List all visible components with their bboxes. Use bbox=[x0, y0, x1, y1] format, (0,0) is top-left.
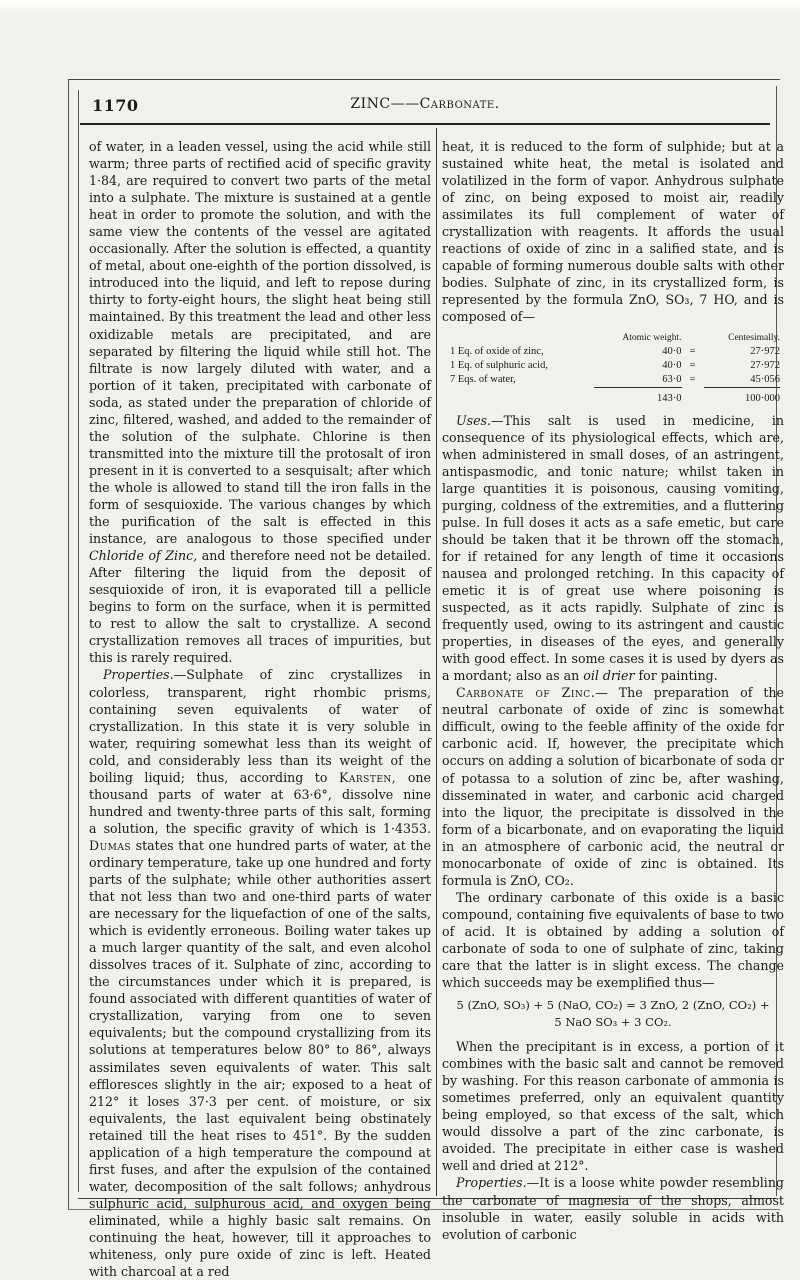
paragraph-uses bbox=[442, 412, 784, 685]
cross-reference: Chloride of Zinc, bbox=[89, 548, 198, 564]
text-run: — The preparation of the neutral carbonate of oxide of zinc is somewhat difficult, owing to the feeble affinity of the oxide for carbonic acid. If, however, the precipitate which occurs on adding a solution of bicarbonate of soda or of potassa to a solution of zinc be, after washing, disseminated in water, and carbonic acid charged into the liquor, the precipitate is dissolved in the form of a bicarbonate, and on evaporating the liquid in an atmosphere of carbonic acid, the neutral or monocarbonate of oxide of zinc is obtained. Its formula is ZnO, CO₂. bbox=[442, 685, 784, 888]
paragraph-ordinary-carbonate bbox=[442, 889, 784, 991]
table-header-row bbox=[450, 331, 780, 345]
table-row bbox=[450, 359, 780, 373]
column-divider bbox=[436, 128, 437, 1196]
atomic-total: 143·0 bbox=[657, 392, 682, 404]
text-run: one thousand parts of water at 63·6°, dissolve nine hundred and twenty-three parts of this salt, forming a solution, the specific gravity of which is 1·4353. bbox=[89, 769, 431, 836]
centesimal-value: 27·972 bbox=[750, 345, 780, 357]
text-run: of water, in a leaden vessel, using the acid while still warm; three parts of rectified acid of specific gravity 1·84, are required to convert two parts of the metal into a sulphate. The mixture is sustained at a gentle heat in order to promote the solution, and with the same view the contents of the vessel are agitated occasionally. After the solution is effected, a quantity of metal, about one-eighth of the portion dissolved, is introduced into the liquid, and left to repose during thirty to forty-eight hours, the slight heat being still maintained. By this treatment the lead and other less oxidizable metals are precipitated, and are separated by filtering the liquid while still hot. The filtrate is now largely diluted with water, and a portion of it taken, precipitated with carbonate of soda, as stated under the preparation of chloride of zinc, filtered, washed, and added to the remainder of the solution of the sulphate. Chlorine is then transmitted into the mixture till the protosalt of iron present in it is converted to a sesquisalt; after which the whole is allowed to stand till the iron falls in the form of sesquioxide. The various changes by which the purification of the salt is effected in this instance, are analogous to those specified under bbox=[89, 139, 431, 547]
composition-table bbox=[450, 331, 780, 406]
table-row bbox=[450, 373, 780, 388]
paragraph-carbonate bbox=[442, 684, 784, 889]
table-total-row bbox=[450, 387, 780, 406]
left-column bbox=[89, 138, 431, 1280]
atomic-value: 40·0 bbox=[662, 345, 682, 357]
centesimal-value: 27·972 bbox=[750, 359, 780, 371]
outer-top-rule bbox=[68, 79, 780, 80]
text-run: When the precipitant is in excess, a portion of it combines with the basic salt and cannot be removed by washing. For this reason carbonate of ammonia is sometimes preferred, only an equivalent quantity being employed, so that excess of the salt, which would dissolve a part of the zinc carbonate, is avoided. The precipitate in either case is washed well and dried at 212°. bbox=[442, 1039, 784, 1174]
running-title: ZINC——Carbonate. bbox=[350, 96, 500, 112]
paragraph-carbonate-properties bbox=[442, 1174, 784, 1242]
text-run: states that one hundred parts of water, at the ordinary temperature, take up one hundred and forty parts of the sulphate; while other authorities assert that not less than two and one-third parts of water are necessary for the liquefaction of one of the salts, which is evidently erroneous. Boiling water takes up a much larger quantity of the salt, and even alcohol dissolves traces of it. Sulphate of zinc, according to the circumstances under which it is prepared, is found associated with different quantities of water of crystallization, varying from one to seven equivalents; but the compound crystallizing from its solutions at temperatures below 80° to 86°, always assimilates seven equivalents of water. This salt effloresces slightly in the air; exposed to a heat of 212° it loses 37·3 per cent. of moisture, or six equivalents, the last equivalent being obstinately retained till the heat rises to 451°. By the sudden application of a high temperature the compound at first fuses, and after the expulsion of the contained water, decomposition of the salt follows; anhydrous sulphuric acid, sulphurous acid, and oxygen being eliminated, while a highly basic salt remains. On continuing the heat, however, till it approaches to whiteness, only pure oxide of zinc is left. Heated with charcoal at a red bbox=[89, 837, 431, 1280]
header-rule bbox=[80, 123, 770, 125]
text-run: —It is a loose white powder resembling the carbonate of magnesia of the shops, almost insoluble in water, easily soluble in acids with evolution of carbonic bbox=[442, 1175, 784, 1242]
centesimal-total: 100·000 bbox=[745, 392, 780, 404]
equals-sign: = bbox=[689, 345, 696, 357]
section-heading-uses: Uses. bbox=[456, 412, 491, 428]
paragraph-reduction bbox=[442, 138, 784, 326]
text-run: —This salt is used in medicine, in consequence of its physiological effects, which are, when administered in small doses, of an astringent, antispasmodic, and tonic nature; whilst taken in large quantities it is poisonous, causing vomiting, purging, coldness of the extremities, and a fluttering pulse. In full doses it acts as a safe emetic, but care should be taken that it be thrown off the stomach, for if retained for any length of time it occasions nausea and prolonged retching. In this capacity of emetic it is of great use where poisoning is suspected, as it acts rapidly. Sulphate of zinc is frequently used, owing to its astringent and caustic properties, in diseases of the eyes, and generally with good effect. In some cases it is used by dyers as a mordant; also as an bbox=[442, 412, 784, 684]
scan-top-edge bbox=[0, 0, 800, 14]
term-oil-drier: oil drier bbox=[583, 668, 635, 684]
paragraph-properties bbox=[89, 666, 431, 1280]
atomic-weight-header: Atomic weight. bbox=[622, 332, 682, 343]
atomic-value: 63·0 bbox=[594, 373, 681, 388]
row-label: 7 Eqs. of water, bbox=[450, 373, 516, 385]
text-run: heat, it is reduced to the form of sulphide; but at a sustained white heat, the metal is isolated and volatilized in the form of vapor. Anhydrous sulphate of zinc, on being exposed to moist air, readily assimilates its full complement of water of crystallization with reagents. It affords the usual reactions of oxide of zinc in a salified state, and is capable of forming numerous double salts with other bodies. Sulphate of zinc, in its crystallized form, is represented by the formula ZnO, SO₃, 7 HO, and is composed of— bbox=[442, 139, 784, 325]
left-border-rule bbox=[68, 80, 69, 1210]
centesimal-value: 45·056 bbox=[704, 373, 780, 388]
centesimal-header: Centesimally. bbox=[728, 332, 780, 343]
paragraph-preparation bbox=[89, 138, 431, 666]
equals-sign: = bbox=[689, 359, 696, 371]
row-label: 1 Eq. of oxide of zinc, bbox=[450, 345, 544, 357]
text-run: and therefore need not be detailed. After filtering the liquid from the deposit of sesquioxide of iron, it is evaporated till a pellicle begins to form on the surface, when it is permitted to rest to allow the salt to crystallize. A second crystallization removes all traces of impurities, but this is rarely required. bbox=[89, 548, 431, 666]
formula-line: 5 NaO SO₃ + 3 CO₂. bbox=[554, 1015, 672, 1030]
atomic-value: 40·0 bbox=[662, 359, 682, 371]
inner-left-border-rule bbox=[78, 90, 79, 1192]
paragraph-precipitant bbox=[442, 1038, 784, 1174]
page-number: 1170 bbox=[92, 96, 139, 115]
section-heading-properties: Properties. bbox=[103, 667, 174, 683]
page-header bbox=[80, 92, 770, 118]
author-name-karsten: Karsten, bbox=[338, 769, 397, 785]
formula-line: 5 (ZnO, SO₃) + 5 (NaO, CO₂) = 3 ZnO, 2 (ZnO, CO₂) + bbox=[456, 998, 770, 1013]
reaction-formula bbox=[442, 997, 784, 1031]
text-run: The ordinary carbonate of this oxide is a basic compound, containing five equivalents of base to two of acid. It is obtained by adding a solution of carbonate of soda to one of sulphate of zinc, taking care that the latter is in slight excess. The change which succeeds may be exemplified thus— bbox=[442, 889, 784, 991]
author-name-dumas: Dumas bbox=[89, 837, 132, 853]
equals-sign: = bbox=[689, 373, 696, 385]
text-run: for painting. bbox=[638, 668, 718, 684]
right-column bbox=[442, 138, 784, 1243]
section-heading-properties: Properties. bbox=[456, 1175, 527, 1191]
row-label: 1 Eq. of sulphuric acid, bbox=[450, 359, 548, 371]
table-row bbox=[450, 345, 780, 359]
text-run: —Sulphate of zinc crystallizes in colorless, transparent, right rhombic prisms, containing seven equivalents of water of crystallization. In this state it is very soluble in water, requiring somewhat less than its weight of cold, and considerably less than its weight of the boiling liquid; thus, according to bbox=[89, 667, 431, 785]
section-heading-carbonate: Carbonate of Zinc. bbox=[456, 685, 596, 701]
